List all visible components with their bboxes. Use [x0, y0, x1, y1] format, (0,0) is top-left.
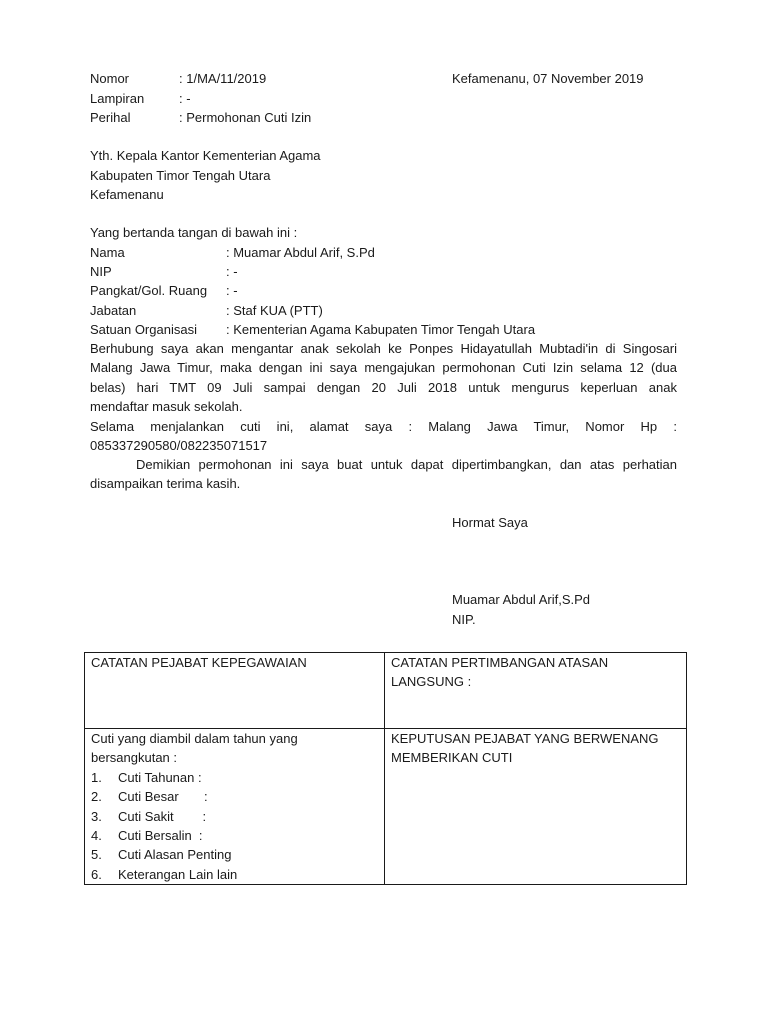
- body-line: disampaikan terima kasih.: [90, 476, 241, 492]
- body-line: Malang Jawa Timur, maka dengan ini saya mengajukan permohonan Cuti Izin selama 12 (dua: [90, 360, 677, 376]
- list-item: [91, 826, 378, 845]
- identity-label: NIP: [90, 264, 112, 279]
- identity-value: : -: [226, 264, 238, 279]
- body-paragraph-3: [90, 455, 677, 494]
- closing-text: Hormat Saya: [452, 515, 528, 530]
- list-item: [91, 768, 378, 787]
- place-date: Kefamenanu, 07 November 2019: [452, 71, 644, 86]
- lampiran-value: : -: [179, 91, 191, 106]
- nomor-value: : 1/MA/11/2019: [179, 71, 267, 86]
- table-row: [85, 653, 687, 729]
- cell-heading: CATATAN PEJABAT KEPEGAWAIAN: [91, 655, 307, 670]
- body-paragraph-1: [90, 339, 677, 417]
- identity-value: : Staf KUA (PTT): [226, 303, 323, 318]
- intro-text: Yang bertanda tangan di bawah ini :: [90, 225, 298, 240]
- signer-nip: NIP.: [452, 612, 476, 627]
- list-item: [91, 807, 378, 826]
- list-item: [91, 845, 378, 864]
- cell-catatan-kepegawaian: [85, 653, 385, 729]
- cell-cuti-diambil: [85, 729, 385, 885]
- body-line-indented: [90, 455, 677, 474]
- leave-list: [91, 768, 378, 884]
- list-number: 3.: [91, 808, 102, 824]
- notes-table: [84, 652, 687, 885]
- body-line: 085337290580/082235071517: [90, 438, 268, 454]
- identity-label: Satuan Organisasi: [90, 322, 197, 337]
- cell-heading-line: Cuti yang diambil dalam tahun yang: [91, 731, 298, 746]
- cell-keputusan-pejabat: [385, 729, 687, 885]
- list-text: Cuti Sakit :: [118, 808, 207, 824]
- table-row: [85, 729, 687, 885]
- list-text: Cuti Bersalin :: [118, 828, 203, 844]
- identity-label: Nama: [90, 245, 125, 260]
- perihal-label: Perihal: [90, 110, 131, 125]
- lampiran-label: Lampiran: [90, 91, 145, 106]
- recipient-line-1: Yth. Kepala Kantor Kementerian Agama: [90, 148, 321, 163]
- identity-label: Pangkat/Gol. Ruang: [90, 283, 208, 298]
- cell-heading-line: MEMBERIKAN CUTI: [391, 750, 513, 766]
- body-line: Demikian permohonan ini saya buat untuk dapat dipertimbangkan, dan atas perhatian: [136, 457, 677, 472]
- list-number: 2.: [91, 789, 102, 805]
- body-line: Selama menjalankan cuti ini, alamat saya : Malang Jawa Timur, Nomor Hp :: [90, 419, 677, 434]
- list-number: 5.: [91, 847, 102, 863]
- cell-heading-line: LANGSUNG :: [391, 674, 472, 690]
- list-item: [91, 787, 378, 806]
- list-number: 1.: [91, 769, 102, 785]
- list-number: 6.: [91, 866, 102, 882]
- perihal-value: : Permohonan Cuti Izin: [179, 110, 312, 125]
- recipient-line-3: Kefamenanu: [90, 187, 164, 202]
- list-text: Keterangan Lain lain: [118, 866, 238, 882]
- cell-heading-line: CATATAN PERTIMBANGAN ATASAN: [391, 655, 609, 670]
- body-line: Berhubung saya akan mengantar anak sekolah ke Ponpes Hidayatullah Mubtadi'in di Singosari: [90, 341, 677, 356]
- list-number: 4.: [91, 828, 102, 844]
- list-text: Cuti Tahunan :: [118, 769, 202, 785]
- body-line: mendaftar masuk sekolah.: [90, 399, 243, 415]
- identity-label: Jabatan: [90, 303, 137, 318]
- signer-name: Muamar Abdul Arif,S.Pd: [452, 592, 591, 607]
- list-item: [91, 865, 378, 884]
- cell-catatan-atasan: [385, 653, 687, 729]
- list-text: Cuti Besar :: [118, 789, 208, 805]
- cell-heading-line: bersangkutan :: [91, 750, 178, 766]
- identity-value: : -: [226, 283, 238, 298]
- body-line: belas) hari TMT 09 Juli sampai dengan 20 Juli 2018 untuk mengurus keperluan anak: [90, 379, 677, 395]
- list-text: Cuti Alasan Penting: [118, 847, 232, 863]
- cell-heading-line: KEPUTUSAN PEJABAT YANG BERWENANG: [391, 731, 659, 746]
- identity-value: : Muamar Abdul Arif, S.Pd: [226, 245, 375, 260]
- nomor-label: Nomor: [90, 71, 130, 86]
- body-paragraph-2: [90, 417, 677, 456]
- recipient-line-2: Kabupaten Timor Tengah Utara: [90, 168, 271, 183]
- identity-value: : Kementerian Agama Kabupaten Timor Tengah Utara: [226, 322, 536, 337]
